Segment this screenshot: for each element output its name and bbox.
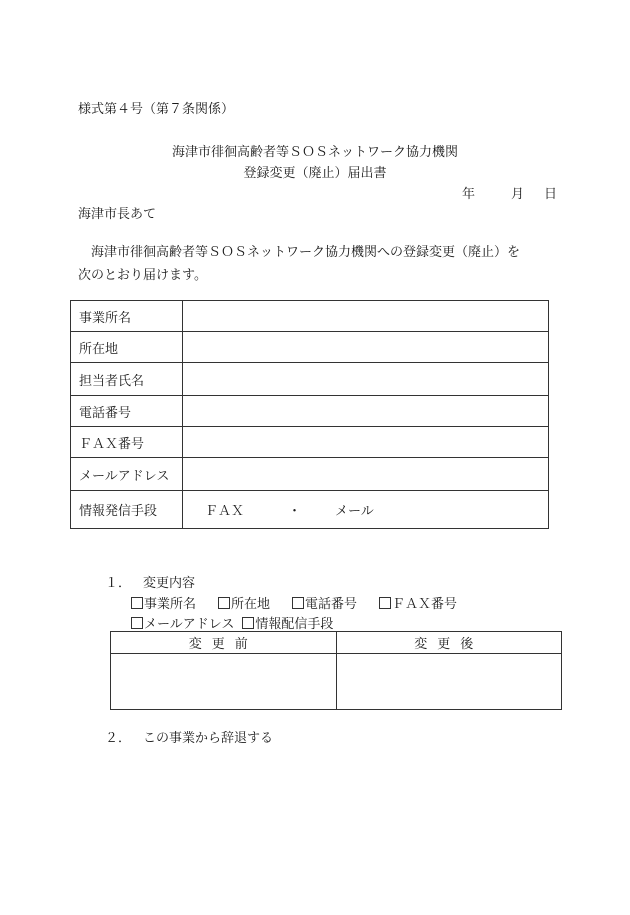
email-field[interactable] <box>183 458 549 491</box>
checkbox-office-name[interactable] <box>131 593 196 612</box>
checkbox-icon <box>131 597 143 609</box>
change-checkbox-row-1 <box>131 593 479 612</box>
checkbox-email[interactable] <box>131 613 234 632</box>
body-paragraph <box>78 241 558 287</box>
table-row <box>71 301 549 332</box>
table-row <box>111 654 562 710</box>
section-2-number: ２． <box>105 731 132 746</box>
before-header: 変更前 <box>111 632 337 654</box>
body-line-2: 次のとおり届けます。 <box>78 268 207 283</box>
info-method-option-mail[interactable]: メール <box>335 504 374 519</box>
section-2-title: この事業から辞退する <box>143 731 274 746</box>
table-row <box>71 363 549 396</box>
address-field[interactable] <box>183 332 549 363</box>
registrant-info-table <box>70 300 549 529</box>
table-row <box>71 396 549 427</box>
section-2-heading <box>105 727 273 746</box>
phone-label: 電話番号 <box>71 396 183 427</box>
address-label: 所在地 <box>71 332 183 363</box>
before-field[interactable] <box>111 654 337 710</box>
table-row <box>71 491 549 529</box>
info-method-field <box>183 491 549 529</box>
info-method-option-fax[interactable]: ＦＡＸ <box>205 504 245 519</box>
after-header: 変更後 <box>336 632 562 654</box>
checkbox-icon <box>131 617 143 629</box>
contact-person-label: 担当者氏名 <box>71 363 183 396</box>
table-row <box>111 632 562 654</box>
checkbox-label: 情報配信手段 <box>255 617 334 632</box>
office-name-label: 事業所名 <box>71 301 183 332</box>
info-method-label: 情報発信手段 <box>71 491 183 529</box>
date-month-label: 月 <box>511 187 525 202</box>
date-year-label: 年 <box>462 187 476 202</box>
checkbox-label: 電話番号 <box>305 597 358 612</box>
checkbox-label: ＦＡＸ番号 <box>392 597 458 612</box>
after-field[interactable] <box>336 654 562 710</box>
checkbox-label: 事業所名 <box>144 597 197 612</box>
checkbox-icon <box>379 597 391 609</box>
office-name-field[interactable] <box>183 301 549 332</box>
fax-label: ＦＡＸ番号 <box>71 427 183 458</box>
change-details-table <box>110 631 562 710</box>
checkbox-fax[interactable] <box>379 593 457 612</box>
table-row <box>71 427 549 458</box>
form-number: 様式第４号（第７条関係） <box>78 102 235 117</box>
checkbox-address[interactable] <box>218 593 270 612</box>
table-row <box>71 332 549 363</box>
checkbox-icon <box>242 617 254 629</box>
table-row <box>71 458 549 491</box>
change-checkbox-row-2 <box>131 613 355 632</box>
email-label: メールアドレス <box>71 458 183 491</box>
checkbox-info-method[interactable] <box>242 613 333 632</box>
date-day-label: 日 <box>544 187 558 202</box>
checkbox-icon <box>218 597 230 609</box>
info-method-separator: ・ <box>288 504 302 519</box>
checkbox-phone[interactable] <box>292 593 357 612</box>
section-1-title: 変更内容 <box>143 576 196 591</box>
section-1-number: １． <box>105 576 132 591</box>
form-title-line1: 海津市徘徊高齢者等ＳＯＳネットワーク協力機関 <box>171 145 458 160</box>
body-line-1: 海津市徘徊高齢者等ＳＯＳネットワーク協力機関への登録変更（廃止）を <box>91 245 521 260</box>
fax-field[interactable] <box>183 427 549 458</box>
checkbox-label: メールアドレス <box>144 617 235 632</box>
section-1-heading <box>105 572 195 591</box>
checkbox-icon <box>292 597 304 609</box>
phone-field[interactable] <box>183 396 549 427</box>
addressee: 海津市長あて <box>78 207 157 222</box>
form-title-line2: 登録変更（廃止）届出書 <box>243 166 387 181</box>
checkbox-label: 所在地 <box>231 597 271 612</box>
contact-person-field[interactable] <box>183 363 549 396</box>
